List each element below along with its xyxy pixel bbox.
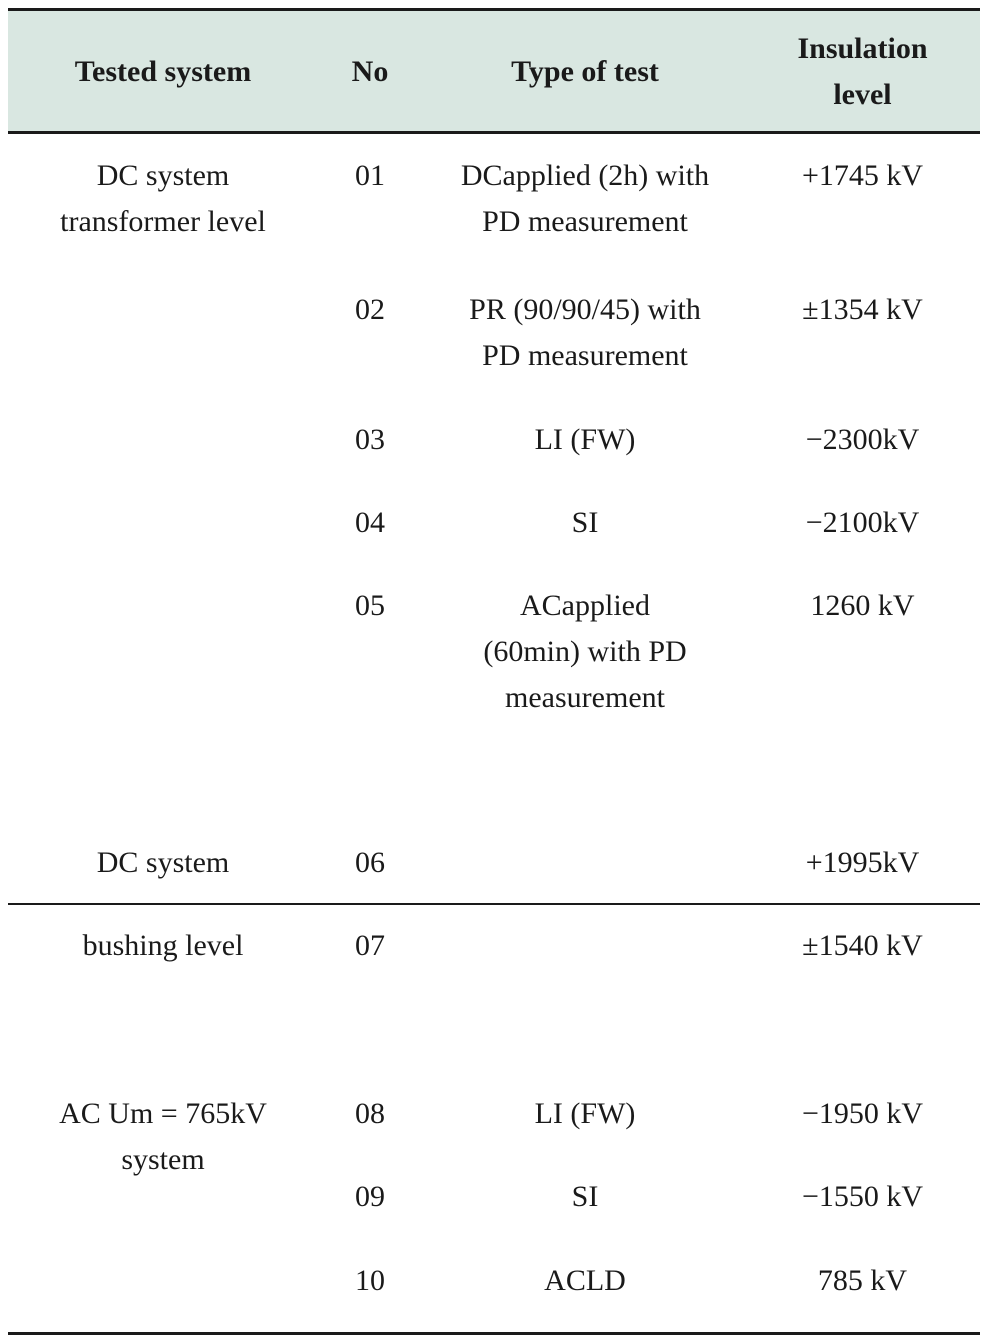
row-04-level: −2100kV (805, 506, 920, 539)
header-no: No (351, 55, 389, 88)
row-02-level: ±1354 kV (802, 293, 923, 326)
row-10-no: 10 (355, 1264, 385, 1297)
row-10-level: 785 kV (817, 1264, 908, 1297)
row-06-no: 06 (355, 846, 385, 879)
row-07-no: 07 (355, 929, 385, 962)
row-03-no: 03 (355, 423, 385, 456)
header-insulation-level: Insulation level (797, 32, 928, 111)
row-07-level: ±1540 kV (802, 929, 923, 962)
row-06-system: DC system (96, 846, 230, 879)
row-03-test: LI (FW) (534, 423, 636, 456)
row-04-no: 04 (355, 506, 385, 539)
row-09-test: SI (571, 1180, 599, 1213)
row-01-system: DC system transformer level (60, 159, 266, 238)
row-05-test: ACapplied (60min) with PD measurement (483, 589, 687, 714)
row-10-test: ACLD (544, 1264, 626, 1297)
row-08-level: −1950 kV (801, 1097, 924, 1130)
row-01-level: +1745 kV (801, 159, 924, 192)
row-08-system: AC Um = 765kV system (59, 1097, 267, 1176)
row-03-level: −2300kV (805, 423, 920, 456)
row-05-no: 05 (355, 589, 385, 622)
row-04-test: SI (571, 506, 599, 539)
header-type-of-test: Type of test (511, 55, 659, 88)
row-09-level: −1550 kV (801, 1180, 924, 1213)
row-02-test: PR (90/90/45) with PD measurement (469, 293, 701, 372)
row-05-level: 1260 kV (810, 589, 915, 622)
row-09-no: 09 (355, 1180, 385, 1213)
header-tested-system: Tested system (74, 55, 252, 88)
row-08-test: LI (FW) (534, 1097, 636, 1130)
row-01-test: DCapplied (2h) with PD measurement (460, 159, 710, 238)
row-07-system: bushing level (82, 929, 244, 962)
section-divider (8, 903, 980, 905)
row-01-no: 01 (355, 159, 385, 192)
row-02-no: 02 (355, 293, 385, 326)
row-08-no: 08 (355, 1097, 385, 1130)
table-bottom-rule (8, 1332, 980, 1335)
row-06-level: +1995kV (805, 846, 920, 879)
